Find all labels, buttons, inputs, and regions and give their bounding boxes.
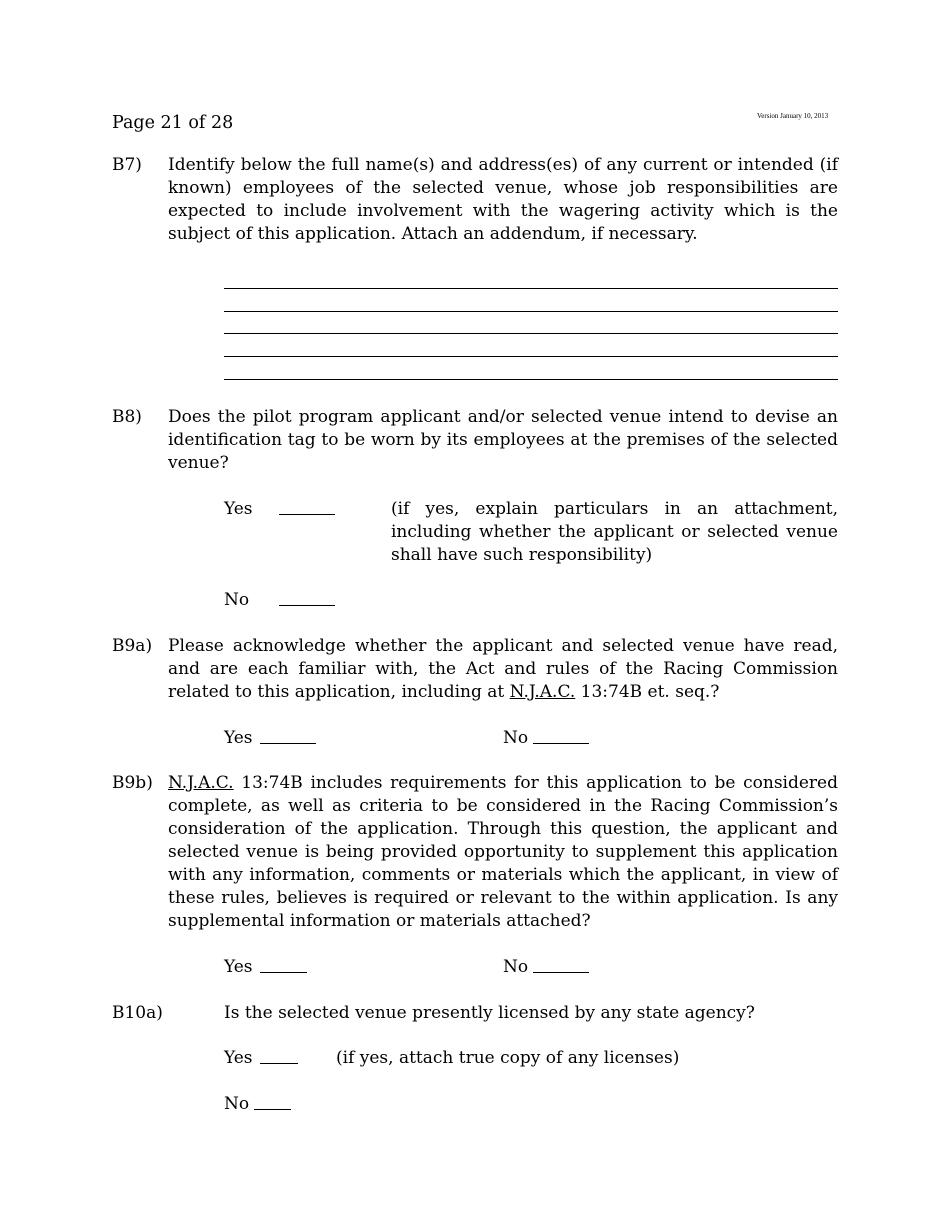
b9b-no-blank[interactable]: [533, 958, 589, 973]
b10a-yes-blank[interactable]: [260, 1049, 298, 1064]
b10a-yes-option: [224, 1047, 253, 1070]
b9a-text-before: Please acknowledge whether the applicant and selected venue have read, and are each familiar with, the Act and rules of the Racing Commission related to this application, including at: [168, 636, 838, 702]
b9b-citation: N.J.A.C.: [168, 773, 234, 793]
b10a-question: Is the selected venue presently licensed by any state agency?: [224, 1003, 755, 1023]
version-note: Version January 10, 2013: [757, 112, 829, 120]
b9a-label: B9a): [112, 636, 153, 656]
b8-yes-blank[interactable]: [279, 500, 335, 515]
b10a-yes-label: Yes: [224, 1048, 253, 1068]
b10a-no-option: [224, 1093, 249, 1116]
b9a-citation: N.J.A.C.: [509, 682, 576, 702]
b9b-text: 13:74B includes requirements for this application to be considered complete, as well as criteria to be considered in the Racing Commission’s consideration of the application. Through this question, the applicant and selected venue is being provided opportunity to supplement this application with any information, comments or materials which the applicant, in view of these rules, believes is required or relevant to the within application. Is any supplemental information or materials attached?: [168, 773, 838, 931]
b9b-yes-label: Yes: [224, 957, 253, 977]
b10a-label: B10a): [112, 1003, 163, 1023]
b9b-yes-blank[interactable]: [260, 958, 307, 973]
b9a-no-label: No: [503, 728, 529, 748]
b9a-no-option: [503, 727, 528, 750]
b8-no-option: [224, 589, 249, 612]
b9a-yes-label: Yes: [224, 728, 253, 748]
b7-answer-line-2[interactable]: [224, 311, 838, 312]
b7-label: B7): [112, 155, 142, 175]
b9b-label: B9b): [112, 773, 153, 793]
b10a-no-blank[interactable]: [254, 1095, 291, 1110]
b7-answer-line-4[interactable]: [224, 356, 838, 357]
b8-yes-note: (if yes, explain particulars in an attachment, including whether the applicant or selected venue shall have such responsibility): [391, 499, 838, 565]
b9a-question: [168, 635, 838, 704]
b7-answer-line-3[interactable]: [224, 333, 838, 334]
b9b-no-option: [503, 956, 528, 979]
page-number: Page 21 of 28: [112, 113, 234, 133]
b8-no-blank[interactable]: [279, 591, 335, 606]
b7-question: Identify below the full name(s) and address(es) of any current or intended (if known) employees of the selected venue, whose job responsibilities are expected to include involvement with the wagering activity which is the subject of this application. Attach an addendum, if necessary.: [168, 155, 838, 244]
b10a-yes-note: (if yes, attach true copy of any licenses): [336, 1048, 680, 1068]
b8-question: Does the pilot program applicant and/or selected venue intend to devise an identification tag to be worn by its employees at the premises of the selected venue?: [168, 407, 838, 473]
b9b-no-label: No: [503, 957, 529, 977]
b8-yes-option: [224, 498, 253, 521]
b8-label: B8): [112, 407, 142, 427]
b9a-yes-blank[interactable]: [260, 729, 316, 744]
b9a-no-blank[interactable]: [533, 729, 589, 744]
b9a-text-after: 13:74B et. seq.?: [575, 682, 720, 702]
b7-answer-line-1[interactable]: [224, 288, 838, 289]
b9b-yes-option: [224, 956, 253, 979]
b7-answer-line-5[interactable]: [224, 379, 838, 380]
b9b-question: [168, 772, 838, 933]
b8-no-label: No: [224, 590, 250, 610]
b8-yes-label: Yes: [224, 499, 253, 519]
b9a-yes-option: [224, 727, 253, 750]
b10a-no-label: No: [224, 1094, 250, 1114]
